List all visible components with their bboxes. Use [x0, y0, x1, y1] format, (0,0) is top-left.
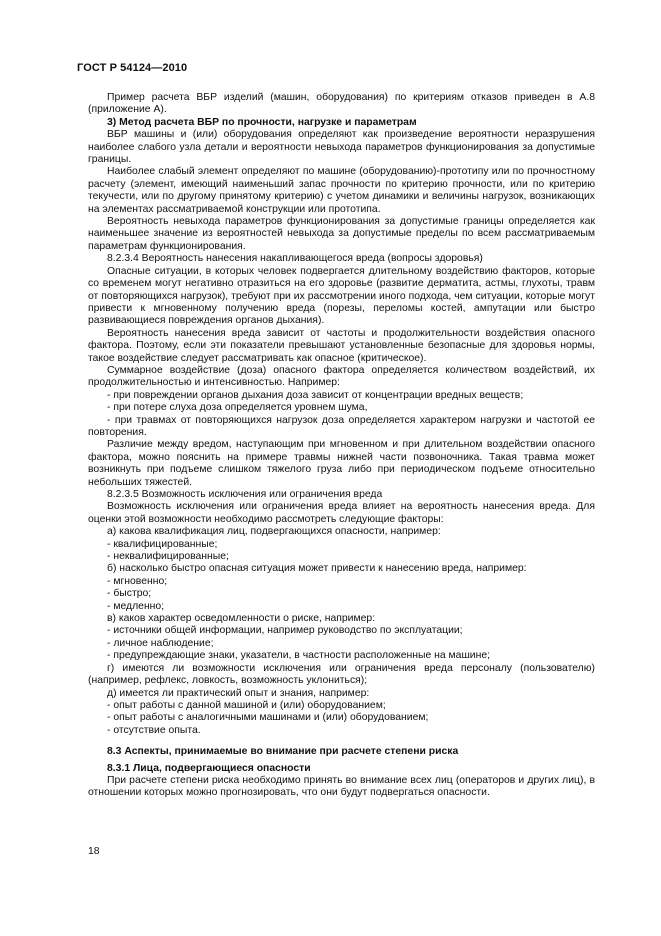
- list-item: - при потере слуха доза определяется уровнем шума,: [107, 402, 368, 414]
- list-item: - медленно;: [107, 600, 165, 612]
- paragraph: ВБР машины и (или) оборудования определяют как произведение вероятности неразрушения наиболее слабого узла детали и вероятности невыхода параметров функционирования за допустимые границы.: [88, 129, 595, 166]
- page-number: 18: [88, 846, 100, 857]
- clause-heading: 8.2.3.5 Возможность исключения или ограничения вреда: [107, 489, 383, 500]
- list-item: а) какова квалификация лиц, подвергающихся опасности, например:: [107, 526, 441, 538]
- paragraph: Опасные ситуации, в которых человек подвергается длительному воздействию факторов, которые со временем могут негативно отразиться на его здоровье (развитие дерматита, астмы, глухоты, травм от повторяющихся нагрузок), требуют при их рассмотрении иного подхода, чем ситуации, которые могут привести к мгновенному получению вреда (порезы, переломы костей, ампутации или быстро развивающиеся повреждения органов дыхания).: [88, 265, 595, 327]
- paragraph: При расчете степени риска необходимо принять во внимание всех лиц (операторов и других лиц), в отношении которых можно прогнозировать, что они будут подвергаться опасности.: [88, 774, 595, 799]
- paragraph: Суммарное воздействие (доза) опасного фактора определяется количеством воздействий, их продолжительностью и интенсивностью. Например:: [88, 364, 595, 389]
- list-item: - отсутствие опыта.: [107, 724, 201, 736]
- list-item: - при повреждении органов дыхания доза зависит от концентрации вредных веществ;: [107, 389, 524, 401]
- list-item: - опыт работы с данной машиной и (или) оборудованием;: [107, 699, 386, 711]
- paragraph: Вероятность невыхода параметров функционирования за допустимые границы определяется как наименьшее значение из вероятностей невыхода за допустимые пределы по всем рассматриваемым параметрам функционирования.: [88, 216, 595, 252]
- paragraph: Различие между вредом, наступающим при мгновенном и при длительном воздействии опасного фактора, можно пояснить на примере травмы нижней части позвоночника. Такая травма может возникнуть при подъеме слишком тяжелого груза либо при периодическом подъеме относительно небольших тяжестей.: [88, 439, 595, 488]
- list-item: б) насколько быстро опасная ситуация может привести к нанесению вреда, например:: [107, 563, 527, 575]
- clause-heading: 8.2.3.4 Вероятность нанесения накапливающегося вреда (вопросы здоровья): [107, 253, 483, 265]
- subsection-heading: 8.3.1 Лица, подвергающиеся опасности: [107, 762, 311, 774]
- list-item: - квалифицированные;: [107, 538, 218, 550]
- list-item: - быстро;: [107, 588, 152, 600]
- list-item: - предупреждающие знаки, указатели, в частности расположенные на машине;: [107, 650, 490, 662]
- paragraph: Возможность исключения или ограничения вреда влияет на вероятность нанесения вреда. Для оценки этой возможности необходимо рассмотреть следующие факторы:: [88, 501, 595, 525]
- list-item: в) каков характер осведомленности о риске, например:: [107, 613, 376, 625]
- section-heading: 8.3 Аспекты, принимаемые во внимание при расчете степени риска: [107, 746, 459, 758]
- paragraph: Наиболее слабый элемент определяют по машине (оборудованию)-прототипу или по прочностному расчету (элемент, имеющий наименьший запас прочности по критерию прочности, или по критерию текучести, или по другому принятому критерию) с учетом динамики и величины нагрузок, возникающих на элементах рассматриваемой конструкции или прототипа.: [88, 166, 595, 215]
- document-header: ГОСТ Р 54124—2010: [77, 62, 188, 74]
- list-item: - опыт работы с аналогичными машинами и (или) оборудованием;: [107, 712, 429, 724]
- paragraph: Вероятность нанесения вреда зависит от частоты и продолжительности воздействия опасного фактора. Поэтому, если эти показатели превышают установленные безопасные для здоровья нормы, такое воздействие следует рассматривать как опасное (критическое).: [88, 327, 595, 364]
- list-item: - при травмах от повторяющихся нагрузок доза определяется характером нагрузки и частотой ее повторения.: [88, 414, 595, 438]
- list-item: - мгновенно;: [107, 575, 168, 587]
- method-heading: 3) Метод расчета ВБР по прочности, нагрузке и параметрам: [107, 116, 417, 128]
- paragraph: Пример расчета ВБР изделий (машин, оборудования) по критериям отказов приведен в А.8 (приложение А).: [88, 92, 595, 116]
- list-item: - неквалифицированные;: [107, 551, 229, 563]
- document-body: [88, 92, 595, 800]
- list-item: - личное наблюдение;: [107, 637, 214, 649]
- list-item: - источники общей информации, например руководство по эксплуатации;: [107, 625, 463, 637]
- list-item: г) имеются ли возможности исключения или ограничения вреда персоналу (пользователю) (например, рефлекс, ловкость, возможность уклониться);: [88, 662, 595, 687]
- list-item: д) имеется ли практический опыт и знания, например:: [107, 687, 370, 699]
